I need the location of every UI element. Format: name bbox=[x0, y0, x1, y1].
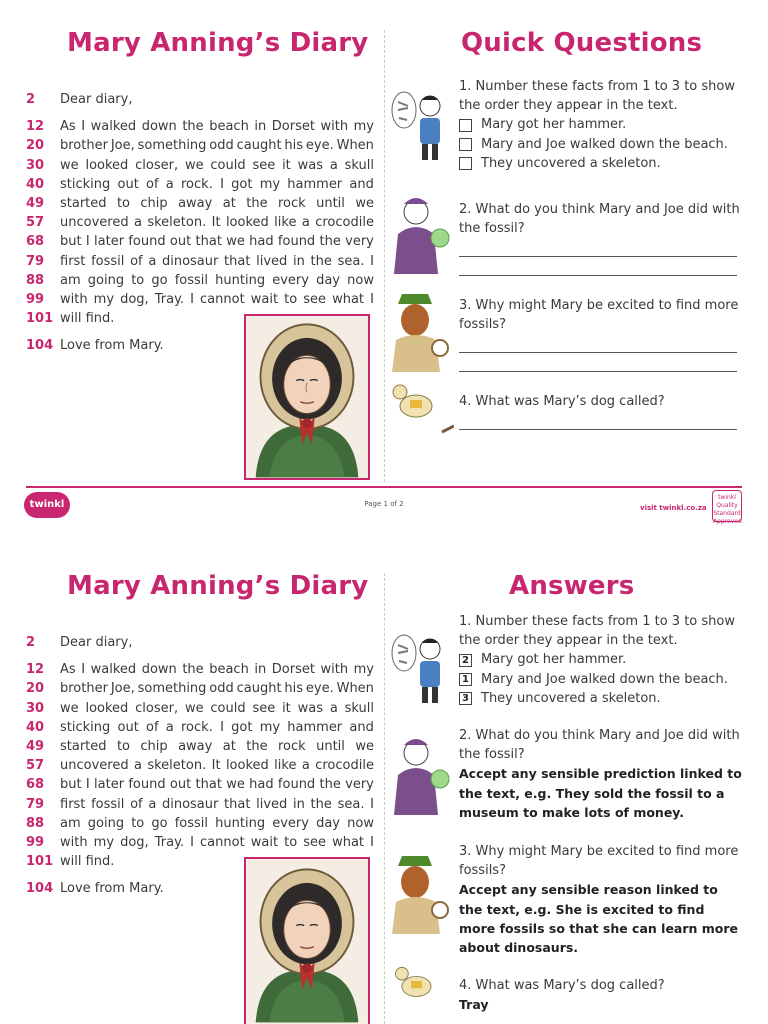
mary-anning-illustration bbox=[246, 316, 368, 478]
question-4-text: 4. What was Mary’s dog called? bbox=[459, 978, 665, 993]
story-line-text: am going to go fossil hunting every day now bbox=[60, 272, 374, 288]
word-count: 101 bbox=[26, 854, 54, 870]
story-line bbox=[26, 175, 374, 194]
column-divider bbox=[384, 573, 385, 1024]
answer-3-text: Accept any sensible reason linked to the text, e.g. She is excited to find more fossils so that she can learn more about dinosaurs. bbox=[459, 882, 739, 956]
story-line bbox=[26, 660, 374, 679]
answer-2-text: Accept any sensible prediction linked to the text, e.g. They sold the fossil to a museum to make lots of money. bbox=[459, 766, 742, 820]
answer-line[interactable] bbox=[459, 238, 737, 257]
question-1-option-1[interactable]: Mary got her hammer. bbox=[459, 115, 744, 134]
footer-rule bbox=[26, 486, 742, 488]
mary-anning-illustration bbox=[246, 859, 368, 1024]
story-line-text: Dear diary, bbox=[60, 92, 133, 107]
story-line-text: with my dog, Tray. I cannot wait to see what I bbox=[60, 835, 374, 851]
answer-1-option-1: 2 Mary got her hammer. bbox=[459, 650, 744, 669]
question-1-text: 1. Number these facts from 1 to 3 to show the order they appear in the text. bbox=[459, 79, 735, 114]
story-line-text: sticking out of a rock. I got my hammer and bbox=[60, 719, 374, 735]
word-count: 2 bbox=[26, 635, 36, 650]
word-count: 68 bbox=[26, 234, 45, 250]
word-count: 104 bbox=[26, 338, 54, 354]
running-dog-illustration bbox=[388, 961, 454, 1021]
answer-line[interactable] bbox=[459, 334, 737, 353]
column-divider bbox=[384, 30, 385, 482]
worksheet-page-2 bbox=[0, 543, 768, 1024]
story-line bbox=[26, 90, 374, 109]
word-count: 79 bbox=[26, 253, 45, 269]
story-line bbox=[26, 737, 374, 756]
order-number: 1 bbox=[459, 673, 472, 686]
story-line-text: first fossil of a dinosaur that lived in the sea. I bbox=[60, 253, 374, 269]
order-checkbox[interactable] bbox=[459, 119, 472, 132]
word-count: 30 bbox=[26, 157, 45, 173]
story-line bbox=[26, 833, 374, 852]
story-line-text: Dear diary, bbox=[60, 635, 133, 650]
word-count: 104 bbox=[26, 881, 54, 897]
page-number: Page 1 of 2 bbox=[364, 500, 404, 508]
word-count: 40 bbox=[26, 176, 45, 192]
question-2 bbox=[459, 200, 744, 276]
question-3-text: 3. Why might Mary be excited to find more fossils? bbox=[459, 298, 739, 333]
question-4 bbox=[459, 392, 744, 430]
question-1 bbox=[459, 77, 744, 173]
story-line-text: we looked closer, we could see it was a skull bbox=[60, 157, 374, 173]
mary-anning-portrait bbox=[244, 314, 370, 480]
answer-2 bbox=[459, 726, 744, 822]
answer-line[interactable] bbox=[459, 257, 737, 276]
word-count: 57 bbox=[26, 215, 45, 231]
page-title-answers: Answers bbox=[509, 571, 635, 601]
mary-anning-portrait bbox=[244, 857, 370, 1024]
word-count: 30 bbox=[26, 700, 45, 716]
story-line bbox=[26, 117, 374, 136]
order-checkbox[interactable] bbox=[459, 157, 472, 170]
story-line-text: uncovered a skeleton. It looked like a crocodile bbox=[60, 758, 374, 774]
story-line bbox=[26, 699, 374, 718]
story-line bbox=[26, 756, 374, 775]
question-2-text: 2. What do you think Mary and Joe did with the fossil? bbox=[459, 202, 740, 237]
story-line-text: brother Joe, something odd caught his eye. When bbox=[60, 681, 374, 697]
story-line bbox=[26, 633, 374, 652]
story-line-text: we looked closer, we could see it was a skull bbox=[60, 700, 374, 716]
story-line bbox=[26, 232, 374, 251]
story-line bbox=[26, 775, 374, 794]
story-line bbox=[26, 814, 374, 833]
story-line-text: will find. bbox=[60, 311, 115, 327]
story-line-text: will find. bbox=[60, 854, 115, 870]
running-dog-illustration bbox=[388, 378, 454, 444]
story-line-text: started to chip away at the rock until we bbox=[60, 196, 374, 212]
word-count: 49 bbox=[26, 196, 45, 212]
word-count: 12 bbox=[26, 119, 45, 135]
word-count: 79 bbox=[26, 796, 45, 812]
story-line-text: Love from Mary. bbox=[60, 881, 164, 897]
visit-link[interactable]: visit twinkl.co.za bbox=[640, 504, 707, 512]
page-title-diary: Mary Anning’s Diary bbox=[67, 571, 369, 601]
question-4-text: 4. What was Mary’s dog called? bbox=[459, 394, 665, 409]
story-line bbox=[26, 718, 374, 737]
story-line-text: As I walked down the beach in Dorset with my bbox=[60, 662, 374, 678]
word-count: 20 bbox=[26, 138, 45, 154]
word-count: 20 bbox=[26, 681, 45, 697]
order-checkbox[interactable] bbox=[459, 138, 472, 151]
answer-4 bbox=[459, 976, 744, 1014]
answer-1-option-3: 3 They uncovered a skeleton. bbox=[459, 689, 744, 708]
page-title-diary: Mary Anning’s Diary bbox=[67, 28, 369, 58]
word-count: 99 bbox=[26, 292, 45, 308]
word-count: 68 bbox=[26, 777, 45, 793]
order-number: 3 bbox=[459, 692, 472, 705]
page-title-questions: Quick Questions bbox=[461, 28, 703, 58]
story-line-text: first fossil of a dinosaur that lived in the sea. I bbox=[60, 796, 374, 812]
word-count: 99 bbox=[26, 835, 45, 851]
order-number: 2 bbox=[459, 654, 472, 667]
word-count: 88 bbox=[26, 272, 45, 288]
story-line-text: Love from Mary. bbox=[60, 338, 164, 354]
question-3 bbox=[459, 296, 744, 372]
story-line-text: brother Joe, something odd caught his eye. When bbox=[60, 138, 374, 154]
story-line-text: with my dog, Tray. I cannot wait to see what I bbox=[60, 292, 374, 308]
answer-line[interactable] bbox=[459, 353, 737, 372]
answer-1-option-2: 1 Mary and Joe walked down the beach. bbox=[459, 670, 744, 689]
word-count: 12 bbox=[26, 662, 45, 678]
word-count: 49 bbox=[26, 739, 45, 755]
story-line bbox=[26, 795, 374, 814]
word-count: 57 bbox=[26, 758, 45, 774]
thinking-dog-illustration bbox=[388, 88, 454, 164]
word-count: 40 bbox=[26, 719, 45, 735]
answer-4-text: Tray bbox=[459, 997, 489, 1013]
story-line bbox=[26, 213, 374, 232]
story-line bbox=[26, 290, 374, 309]
answer-3 bbox=[459, 842, 744, 957]
story-line-text: am going to go fossil hunting every day now bbox=[60, 815, 374, 831]
story-line bbox=[26, 136, 374, 155]
story-line bbox=[26, 156, 374, 175]
answer-line[interactable] bbox=[459, 411, 737, 430]
crystal-ball-dog-illustration bbox=[388, 194, 454, 274]
word-count: 2 bbox=[26, 92, 36, 107]
story-line bbox=[26, 271, 374, 290]
question-3-text: 3. Why might Mary be excited to find more fossils? bbox=[459, 844, 739, 879]
detective-dog-illustration bbox=[388, 845, 454, 941]
detective-dog-illustration bbox=[388, 290, 454, 372]
word-count: 101 bbox=[26, 311, 54, 327]
story-line bbox=[26, 679, 374, 698]
story-line-text: sticking out of a rock. I got my hammer and bbox=[60, 176, 374, 192]
quality-badge: twinkl Quality Standard Approved bbox=[712, 490, 742, 522]
story-line-text: started to chip away at the rock until we bbox=[60, 739, 374, 755]
question-2-text: 2. What do you think Mary and Joe did with the fossil? bbox=[459, 728, 740, 763]
thinking-dog-illustration bbox=[388, 631, 454, 707]
story-line-text: uncovered a skeleton. It looked like a crocodile bbox=[60, 215, 374, 231]
question-1-option-3[interactable]: They uncovered a skeleton. bbox=[459, 154, 744, 173]
question-1-text: 1. Number these facts from 1 to 3 to show the order they appear in the text. bbox=[459, 614, 735, 649]
story-line bbox=[26, 194, 374, 213]
story-line-text: but I later found out that we had found the very bbox=[60, 234, 374, 250]
question-1-option-2[interactable]: Mary and Joe walked down the beach. bbox=[459, 135, 744, 154]
story-line-text: As I walked down the beach in Dorset with my bbox=[60, 119, 374, 135]
answer-1 bbox=[459, 612, 744, 708]
crystal-ball-dog-illustration bbox=[388, 729, 454, 821]
story-line-text: but I later found out that we had found the very bbox=[60, 777, 374, 793]
word-count: 88 bbox=[26, 815, 45, 831]
twinkl-logo[interactable]: twinkl bbox=[24, 492, 70, 518]
story-line bbox=[26, 252, 374, 271]
